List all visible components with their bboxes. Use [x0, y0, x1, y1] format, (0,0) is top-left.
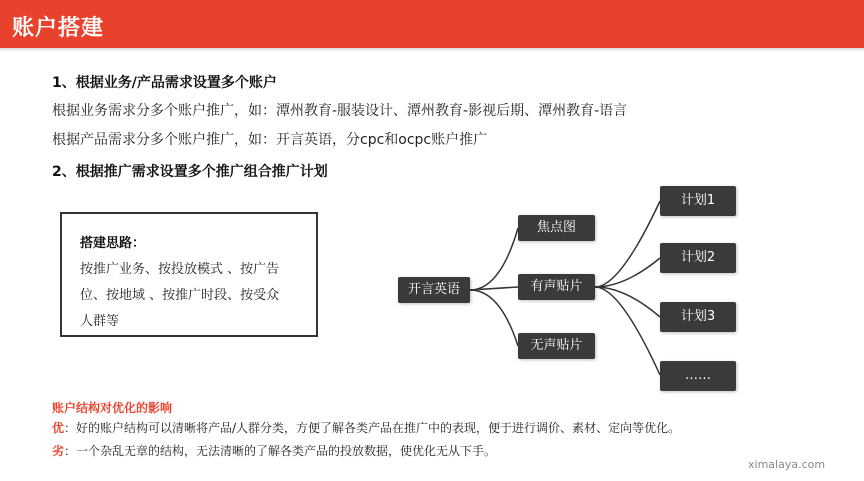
tree-plan-node: 计划1 — [660, 186, 736, 216]
tree-plan-node: 计划2 — [660, 243, 736, 273]
think-box-title: 搭建思路： — [80, 236, 146, 251]
impact-pro-text: ：好的账户结构可以清晰将产品/人群分类，方便了解各类产品在推广中的表现，便于进行调价、素材、定向等优化。 — [64, 421, 681, 435]
watermark: ximalaya.com — [748, 458, 826, 471]
connector-root-branch3 — [470, 290, 518, 346]
impact-con-text: ：一个杂乱无章的结构，无法清晰的了解各类产品的投放数据，使优化无从下手。 — [64, 444, 497, 458]
connector-branch-plan4 — [595, 287, 660, 375]
section1-line2: 根据产品需求分多个账户推广，如：开言英语，分cpc和ocpc账户推广 — [52, 132, 488, 148]
connector-branch-plan2 — [595, 258, 660, 287]
impact-con-line — [52, 442, 496, 459]
section2-heading: 2、根据推广需求设置多个推广组合推广计划 — [52, 164, 328, 180]
section1-heading: 1、根据业务/产品需求设置多个账户 — [52, 75, 277, 91]
tree-plan-node: 计划3 — [660, 302, 736, 332]
think-box-line: 按推广业务、按投放模式 、按广告 — [80, 262, 280, 277]
connector-root-branch1 — [470, 228, 518, 290]
impact-con-label: 劣 — [52, 444, 65, 458]
connector-branch-plan1 — [595, 201, 660, 287]
connector-branch-plan3 — [595, 287, 660, 317]
tree-plan-node: …… — [660, 361, 736, 391]
think-box-line: 人群等 — [80, 314, 120, 329]
impact-title: 账户结构对优化的影响 — [52, 401, 173, 415]
tree-branch-node: 无声贴片 — [518, 333, 595, 359]
page-title: 账户搭建 — [12, 16, 105, 41]
impact-pro-line — [52, 419, 680, 436]
tree-branch-node: 焦点图 — [518, 215, 595, 241]
section1-line1: 根据业务需求分多个账户推广，如：潭州教育-服装设计、潭州教育-影视后期、潭州教育-语言 — [52, 103, 628, 119]
impact-pro-label: 优 — [52, 421, 65, 435]
tree-branch-node: 有声贴片 — [518, 274, 595, 300]
tree-root-node: 开言英语 — [398, 277, 470, 303]
think-box-line: 位、按地域 、按推广时段、按受众 — [80, 288, 280, 303]
